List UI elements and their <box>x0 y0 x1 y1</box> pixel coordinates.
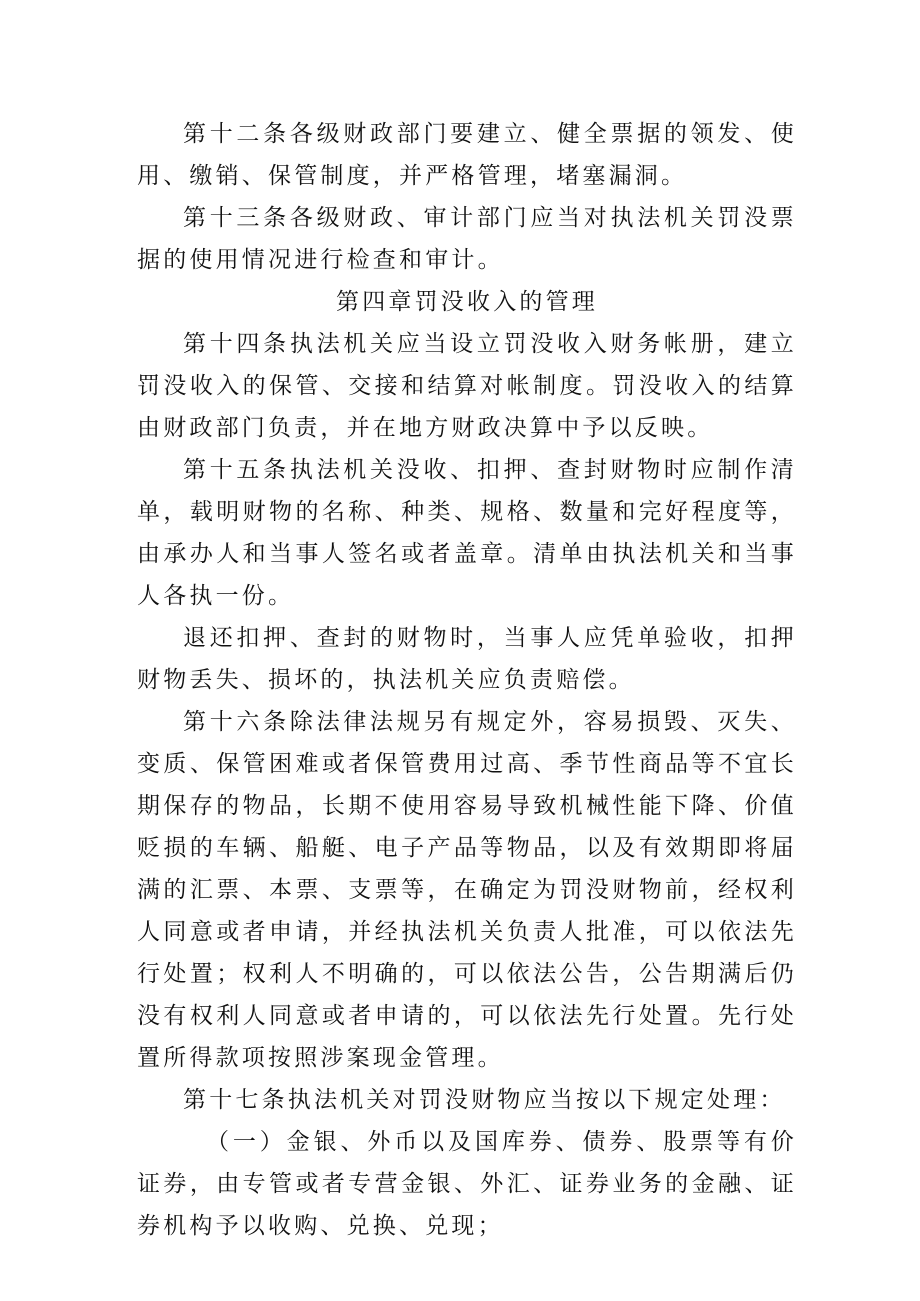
chapter-heading: 第四章罚没收入的管理 <box>336 289 598 315</box>
article-12-paragraph: 第十二条各级财政部门要建立、健全票据的领发、使用、缴销、保管制度，并严格管理，堵塞漏洞。 <box>137 121 797 189</box>
article-17-paragraph: 第十七条执法机关对罚没财物应当按以下规定处理： <box>183 1087 786 1113</box>
article-13-paragraph: 第十三条各级财政、审计部门应当对执法机关罚没票据的使用情况进行检查和审计。 <box>137 205 797 273</box>
document-body <box>137 113 797 1247</box>
article-15-paragraph: 第十五条执法机关没收、扣押、查封财物时应制作清单，载明财物的名称、种类、规格、数量和完好程度等，由承办人和当事人签名或者盖章。清单由执法机关和当事人各执一份。 <box>137 457 797 609</box>
article-16-paragraph: 第十六条除法律法规另有规定外，容易损毁、灭失、变质、保管困难或者保管费用过高、季节性商品等不宜长期保存的物品，长期不使用容易导致机械性能下降、价值贬损的车辆、船艇、电子产品等物品，以及有效期即将届满的汇票、本票、支票等，在确定为罚没财物前，经权利人同意或者申请，并经执法机关负责人批准，可以依法先行处置；权利人不明确的，可以依法公告，公告期满后仍没有权利人同意或者申请的，可以依法先行处置。先行处置所得款项按照涉案现金管理。 <box>137 709 797 1071</box>
return-property-paragraph: 退还扣押、查封的财物时，当事人应凭单验收，扣押财物丢失、损坏的，执法机关应负责赔偿。 <box>137 625 797 693</box>
article-14-paragraph: 第十四条执法机关应当设立罚没收入财务帐册，建立罚没收入的保管、交接和结算对帐制度。罚没收入的结算由财政部门负责，并在地方财政决算中予以反映。 <box>137 331 797 441</box>
article-17-item-1: （一）金银、外币以及国库券、债券、股票等有价证券，由专管或者专营金银、外汇、证券业务的金融、证券机构予以收购、兑换、兑现； <box>137 1129 797 1239</box>
